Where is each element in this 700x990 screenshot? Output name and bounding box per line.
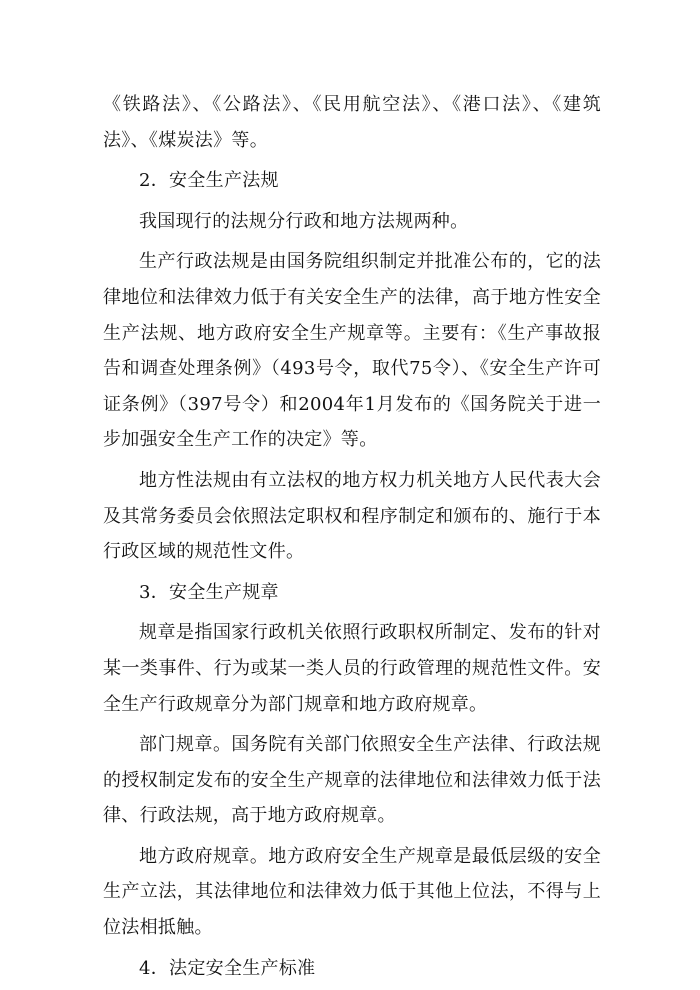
section-heading-safety-regulations: 2．安全生产法规 xyxy=(139,170,279,192)
paragraph-department-rules: 部门规章。国务院有关部门依照安全生产法律、行政法规的授权制定发布的安全生产规章的法律地位和法律效力低于法律、行政法规，高于地方政府规章。 xyxy=(103,734,601,827)
section-heading-safety-rules: 3．安全生产规章 xyxy=(139,581,279,603)
paragraph-regulation-types: 我国现行的法规分行政和地方法规两种。 xyxy=(139,210,469,232)
paragraph-rules-definition: 规章是指国家行政机关依照行政职权所制定、发布的针对某一类事件、行为或某一类人员的行政管理的规范性文件。安全生产行政规章分为部门规章和地方政府规章。 xyxy=(103,622,601,715)
document-body xyxy=(103,87,601,986)
paragraph-administrative-regulations: 生产行政法规是由国务院组织制定并批准公布的，它的法律地位和法律效力低于有关安全生产的法律，高于地方性安全生产法规、地方政府安全生产规章等。主要有：《生产事故报告和调查处理条例》（493号令，取代75令）、《安全生产许可证条例》（397号令）和2004年1月发布的《国务院关于进一步加强安全生产工作的决定》等。 xyxy=(103,251,601,451)
section-heading-legal-standards: 4．法定安全生产标准 xyxy=(139,957,316,979)
paragraph-local-government-rules: 地方政府规章。地方政府安全生产规章是最低层级的安全生产立法，其法律地位和法律效力低于其他上位法，不得与上位法相抵触。 xyxy=(103,845,601,939)
paragraph-law-list-continuation: 《铁路法》、《公路法》、《民用航空法》、《港口法》、《建筑法》、《煤炭法》等。 xyxy=(103,94,601,151)
paragraph-local-regulations: 地方性法规由有立法权的地方权力机关地方人民代表大会及其常务委员会依照法定职权和程序制定和颁布的、施行于本行政区域的规范性文件。 xyxy=(103,469,601,563)
